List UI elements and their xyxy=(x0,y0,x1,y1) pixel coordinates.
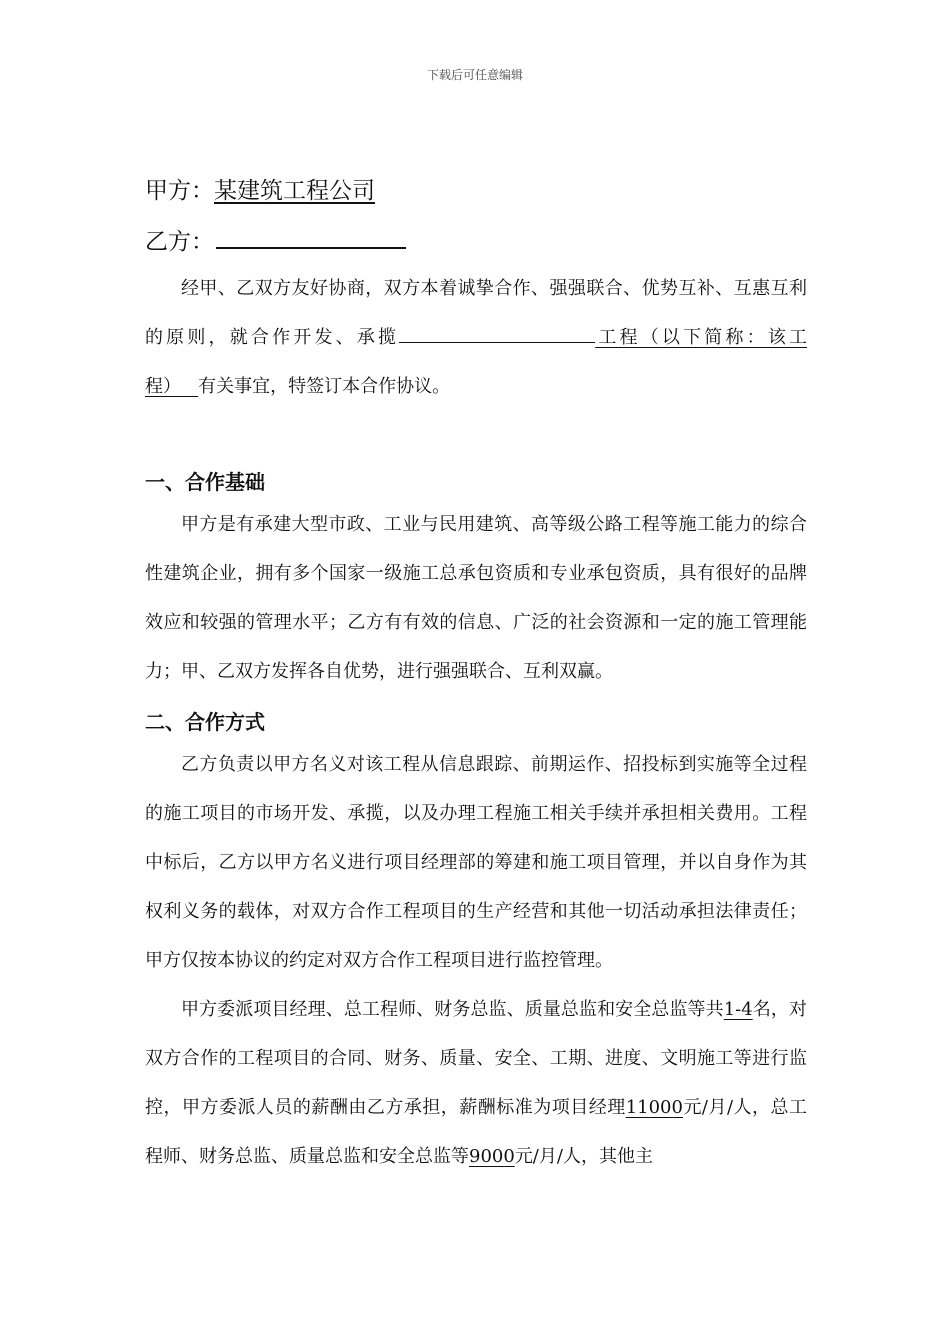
section-2-text-c: 元/月/人，总工程师、财务总监、质量总监和安全总监等 xyxy=(145,1097,807,1167)
section-2-body-2 xyxy=(145,985,807,1181)
other-salary: 9000 xyxy=(469,1146,515,1167)
section-2-body-1: 乙方负责以甲方名义对该工程从信息跟踪、前期运作、招投标到实施等全过程的施工项目的市场开发、承揽，以及办理工程施工相关手续并承担相关费用。工程中标后，乙方以甲方名义进行项目经理部的筹建和施工项目管理，并以自身作为其权利义务的载体，对双方合作工程项目的生产经营和其他一切活动承担法律责任；甲方仅按本协议的约定对双方合作工程项目进行监控管理。 xyxy=(145,754,807,971)
staff-count: 1-4 xyxy=(723,999,753,1020)
section-2-text-a: 甲方委派项目经理、总工程师、财务总监、质量总监和安全总监等共 xyxy=(181,999,724,1020)
party-b-label: 乙方： xyxy=(145,229,214,255)
section-1-body: 甲方是有承建大型市政、工业与民用建筑、高等级公路工程等施工能力的综合性建筑企业，拥有多个国家一级施工总承包资质和专业承包资质，具有很好的品牌效应和较强的管理水平；乙方有有效的信息、广泛的社会资源和一定的施工管理能力；甲、乙双方发挥各自优势，进行强强联合、互利双赢。 xyxy=(145,514,807,682)
section-2-title: 二、合作方式 xyxy=(145,710,265,734)
section-2-text-b: 名，对双方合作的工程项目的合同、财务、质量、安全、工期、进度、文明施工等进行监控，甲方委派人员的薪酬由乙方承担，薪酬标准为项目经理 xyxy=(145,999,808,1118)
party-a-label: 甲方： xyxy=(145,178,214,204)
pm-salary: 11000 xyxy=(625,1097,683,1118)
intro-text-2: 有关事宜，特签订本合作协议。 xyxy=(198,376,451,397)
project-suffix-gap xyxy=(181,376,198,397)
project-name-blank xyxy=(399,324,595,343)
intro-paragraph xyxy=(145,264,807,411)
party-a-line xyxy=(145,172,375,205)
party-a-name: 某建筑工程公司 xyxy=(214,178,375,204)
section-1-title: 一、合作基础 xyxy=(145,470,265,494)
intro-text-1: 经甲、乙双方友好协商，双方本着诚挚合作、强强联合、优势互补、互惠互利的原则，就合作开发、承揽 xyxy=(145,278,807,348)
header-note: 下载后可任意编辑 xyxy=(426,68,523,82)
section-2-text-d: 元/月/人，其他主 xyxy=(514,1146,653,1167)
project-suffix: 工程（以下简称：该工程） xyxy=(145,327,808,397)
party-b-line xyxy=(145,223,406,256)
party-b-blank xyxy=(216,227,406,249)
